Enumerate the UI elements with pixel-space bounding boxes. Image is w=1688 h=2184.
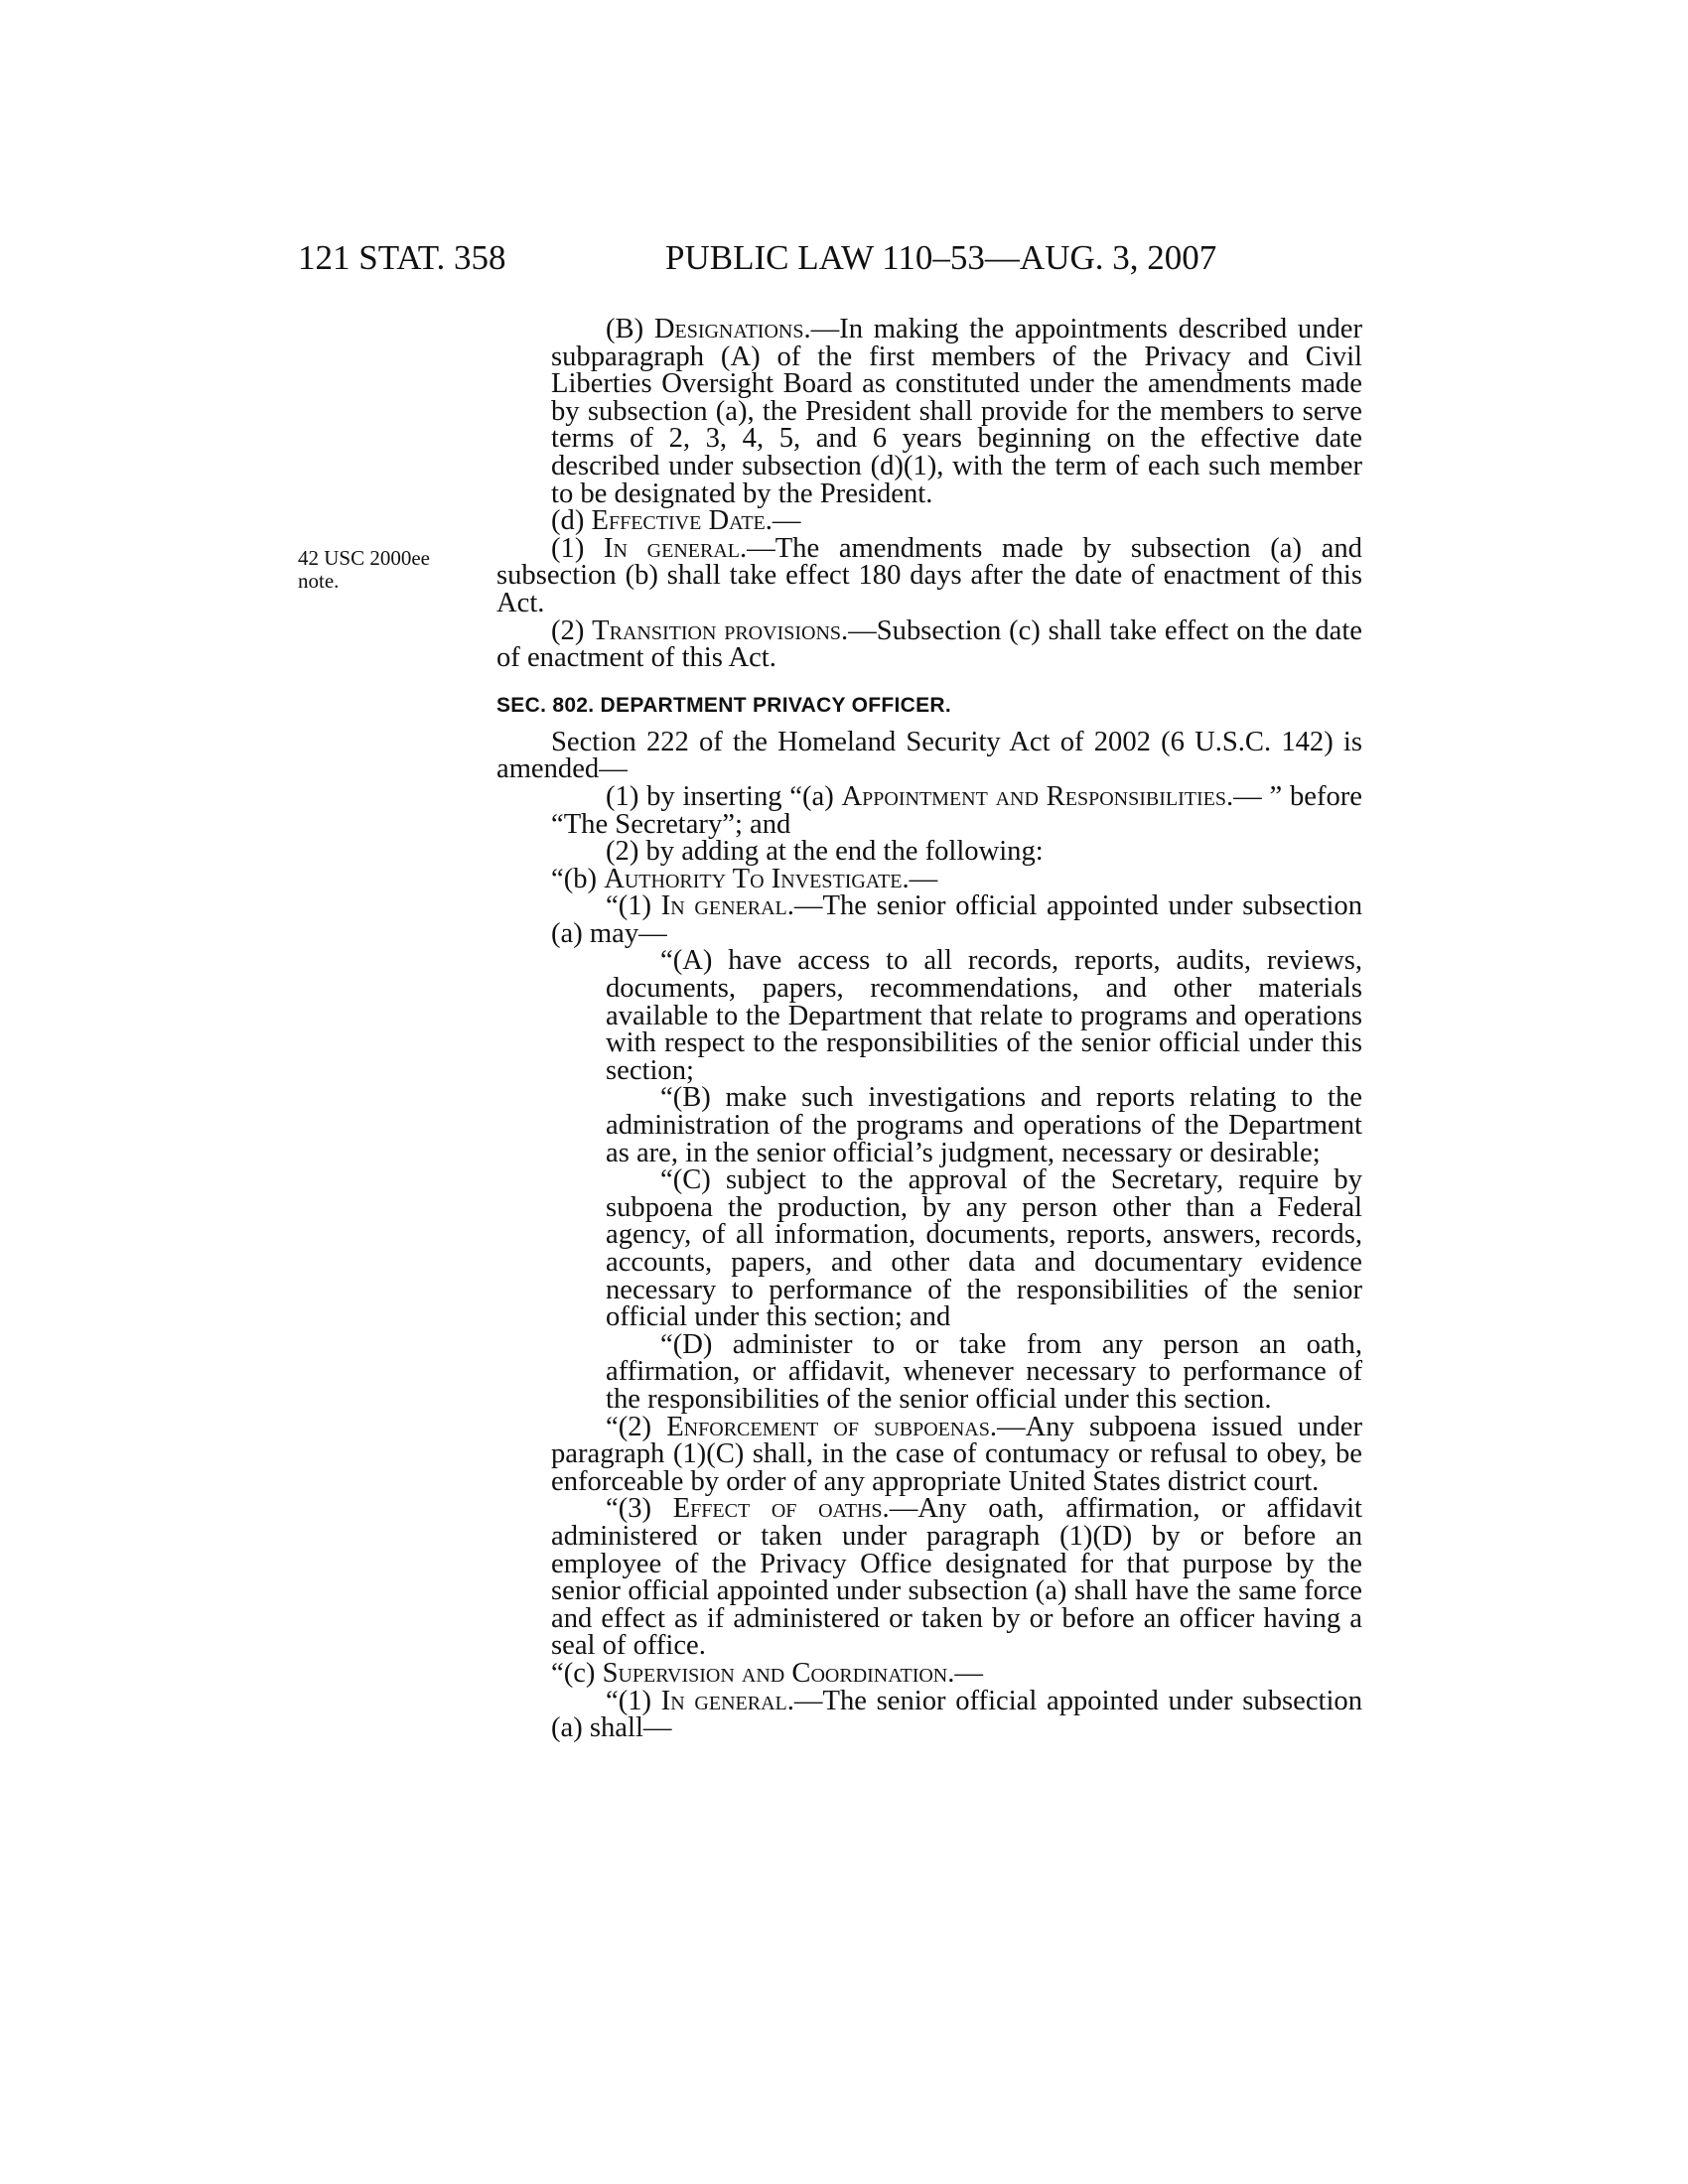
paragraph-d2: (2) Transition provisions.—Subsection (c) shall take effect on the date of enactment of this Act. [496,614,1362,674]
subsection-d-heading: (d) Effective Date.— [551,505,801,537]
paragraph-b-designations: (B) Designations.—In making the appointments described under subparagraph (A) of the first members of the Privacy and Civil Liberties Oversight Board as constituted under the amendments made by subsection (a), the President shall provide for the members to serve terms of 2, 3, 4, 5, and 6 years beginning on the effective date described under subsection (d)(1), with the term of each such member to be designated by the President. [551,314,1362,509]
margin-citation [298,547,496,593]
section-intro: Section 222 of the Homeland Security Act of 2002 (6 U.S.C. 142) is amended— [496,726,1362,785]
amendment-item-2: (2) by adding at the end the following: [606,836,1044,868]
run-in-heading: Appointment and Responsibilities. [841,780,1234,812]
run-in-heading: Effective Date. [591,505,773,537]
amendment-item-1 [551,780,1362,840]
run-in-heading: Effect of oaths. [672,1493,890,1525]
paragraph-text: —In making the appointments described under subparagraph (A) of the first members of the Privacy and Civil Liberties Oversight Board as constituted under the amendments made by subsection (a), the President shall provide for the members to serve terms of 2, 3, 4, 5, and 6 years beginning on the effective date described under subsection (d)(1), with the term of each such member to be designated by the President. [551,314,1362,509]
paragraph-d1: (1) In general.—The amendments made by subsection (a) and subsection (b) shall take effect 180 days after the date of enactment of this Act. [496,532,1362,618]
quoted-subparagraph-d: “(D) administer to or take from any person an oath, affirmation, or affidavit, whenever necessary to performance of the responsibilities of the senior official under this section. [606,1328,1362,1415]
quoted-subsection-b-heading: “(b) Authority To Investigate.— [551,863,938,894]
quoted-subparagraph-a: “(A) have access to all records, reports, audits, reviews, documents, papers, recommendations, and other materials available to the Department that relate to programs and operations with respect to the responsibilities of the senior official under this section; [606,945,1362,1086]
run-in-heading: Transition provisions. [592,614,849,646]
quoted-subsection-c-heading: “(c) Supervision and Coordination.— [551,1657,983,1689]
main-text-column [496,316,1362,1742]
section-heading: SEC. 802. DEPARTMENT PRIVACY OFFICER. [496,693,952,717]
item-text: (1) by inserting “(a) [606,780,842,812]
paragraph-text: —Any subpoena issued under paragraph (1)(C) shall, in the case of contumacy or refusal to obey, be enforceable by order of any appropriate United States district court. [551,1411,1362,1497]
quoted-paragraph-c1: “(1) In general.—The senior official appointed under subsection (a) shall— [551,1685,1362,1744]
paragraph-text: —The senior official appointed under subsection (a) may— [551,890,1362,949]
run-in-heading: Designations. [653,314,811,344]
run-in-heading: In general. [660,890,794,922]
quoted-subparagraph-b: “(B) make such investigations and reports relating to the administration of the programs and operations of the Department as are, in the senior official’s judgment, necessary or desirable; [606,1082,1362,1168]
item-text: — ” before “The Secretary”; and [551,780,1362,840]
run-in-heading: Enforcement of subpoenas. [666,1411,998,1442]
paragraph-text: —The amendments made by subsection (a) and subsection (b) shall take effect 180 days after the date of enactment of this Act. [496,532,1362,618]
quoted-subparagraph-c: “(C) subject to the approval of the Secretary, require by subpoena the production, by any person other than a Federal agency, of all information, documents, reports, answers, records, accounts, papers, and other data and documentary evidence necessary to performance of the responsibilities of the senior official under this section; and [606,1164,1362,1333]
margin-citation-line: 42 USC 2000ee [298,546,430,570]
margin-citation-line: note. [298,569,340,593]
run-in-heading: Authority To Investigate. [604,863,910,894]
paragraph-text: —Subsection (c) shall take effect on the date of enactment of this Act. [496,614,1362,674]
paragraph-text: —The senior official appointed under subsection (a) shall— [551,1685,1362,1744]
page-stat-number: 121 STAT. 358 [298,238,506,277]
quoted-paragraph-b1: “(1) In general.—The senior official appointed under subsection (a) may— [551,890,1362,949]
run-in-heading: Supervision and Coordination. [602,1657,955,1689]
paragraph-text: —Any oath, affirmation, or affidavit administered or taken under paragraph (1)(D) by or before an employee of the Privacy Office designated for that purpose by the senior official appointed under subsection (a) shall have the same force and effect as if administered or taken by or before an officer having a seal of office. [551,1493,1362,1662]
quoted-paragraph-b3: “(3) Effect of oaths.—Any oath, affirmation, or affidavit administered or taken under paragraph (1)(D) by or before an employee of the Privacy Office designated for that purpose by the senior official appointed under subsection (a) shall have the same force and effect as if administered or taken by or before an officer having a seal of office. [551,1493,1362,1662]
quoted-paragraph-b2: “(2) Enforcement of subpoenas.—Any subpoena issued under paragraph (1)(C) shall, in the case of contumacy or refusal to obey, be enforceable by order of any appropriate United States district court. [551,1411,1362,1497]
run-in-heading: In general. [604,532,748,564]
running-head: PUBLIC LAW 110–53—AUG. 3, 2007 [665,238,1217,277]
run-in-heading: In general. [660,1685,794,1716]
